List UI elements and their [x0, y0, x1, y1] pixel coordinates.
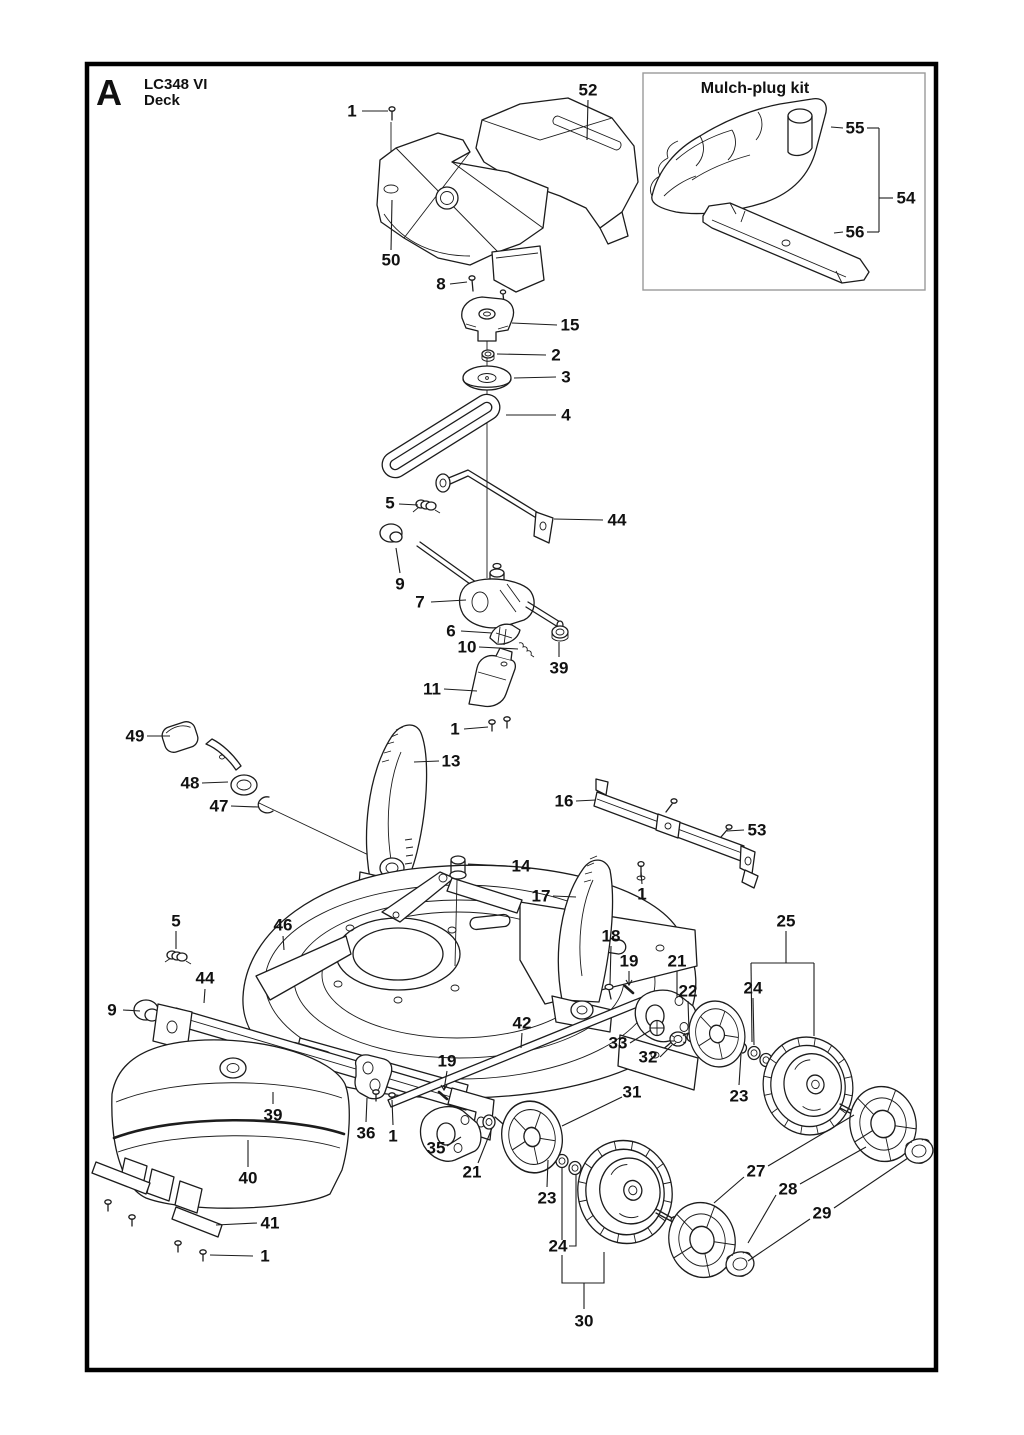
callout-1: 1	[388, 1126, 398, 1146]
part-mulch-plug-55	[650, 99, 826, 214]
callout-21: 21	[667, 951, 687, 971]
leader-line-10	[479, 647, 518, 649]
callout-49: 49	[125, 726, 145, 746]
leader-line-2	[497, 354, 546, 355]
leader-line-27	[714, 1177, 744, 1203]
callout-18: 18	[601, 926, 621, 946]
callout-23: 23	[729, 1086, 749, 1106]
callout-54: 54	[896, 188, 916, 208]
part-bar-16	[594, 779, 758, 888]
callout-39: 39	[549, 658, 569, 678]
callout-1: 1	[347, 101, 357, 121]
part-wheel-30	[568, 1132, 681, 1253]
part-bracket-11	[469, 648, 515, 706]
leader-line-1	[641, 872, 642, 884]
leader-line-53	[727, 830, 744, 831]
leader-line-28	[800, 1147, 866, 1184]
section-letter: A	[96, 72, 123, 113]
part-spring-5b	[165, 951, 191, 964]
mulch-kit-inset	[643, 73, 925, 290]
callout-5: 5	[171, 911, 181, 931]
callout-44: 44	[195, 968, 215, 988]
part-spring-10	[519, 643, 534, 657]
leader-line-6	[461, 631, 492, 633]
leader-line-25	[751, 963, 752, 1042]
leader-line-29	[748, 1219, 810, 1261]
part-bushing-9a	[380, 524, 402, 542]
mulch-kit-title: Mulch-plug kit	[700, 80, 810, 97]
leader-line-44	[554, 519, 603, 520]
callout-9: 9	[107, 1000, 117, 1020]
callout-3: 3	[561, 367, 571, 387]
part-mulch-blade-56	[703, 203, 869, 283]
part-nut-2	[482, 350, 494, 361]
leader-line-24	[753, 998, 754, 1045]
callout-6: 6	[446, 621, 456, 641]
callout-46: 46	[273, 915, 293, 935]
part-clip-47	[258, 797, 273, 813]
callout-10: 10	[457, 637, 477, 657]
leader-line-30	[562, 1252, 604, 1283]
callout-27: 27	[746, 1161, 766, 1181]
callout-42: 42	[512, 1013, 532, 1033]
leader-line-44	[204, 989, 205, 1003]
callout-50: 50	[381, 250, 401, 270]
part-lever-48	[206, 739, 257, 795]
callout-1: 1	[450, 719, 460, 739]
part-bracket-15	[462, 297, 514, 341]
callout-47: 47	[209, 796, 229, 816]
callout-2: 2	[551, 345, 561, 365]
sheet-name: Deck	[144, 92, 180, 109]
callout-56: 56	[845, 222, 865, 242]
callout-19: 19	[619, 951, 639, 971]
leader-line-15	[512, 323, 557, 325]
callout-48: 48	[180, 773, 200, 793]
callout-24: 24	[548, 1236, 568, 1256]
leader-line-5	[399, 504, 418, 505]
leader-line-1	[464, 727, 488, 729]
part-spring-5a	[413, 500, 440, 513]
callout-15: 15	[560, 315, 580, 335]
callout-36: 36	[356, 1123, 376, 1143]
leader-line-48	[202, 782, 228, 783]
callout-16: 16	[554, 791, 574, 811]
callout-13: 13	[441, 751, 461, 771]
callout-28: 28	[778, 1179, 798, 1199]
leader-line-29	[834, 1158, 908, 1208]
callout-41: 41	[260, 1213, 280, 1233]
callout-21: 21	[462, 1162, 482, 1182]
callout-24: 24	[743, 978, 763, 998]
callout-7: 7	[415, 592, 425, 612]
callout-8: 8	[436, 274, 446, 294]
part-screws-1-mid	[489, 717, 510, 731]
part-belt-4	[377, 389, 504, 482]
callout-31: 31	[622, 1082, 642, 1102]
callout-5: 5	[385, 493, 395, 513]
part-guide-rod-44	[436, 470, 553, 543]
callout-23: 23	[537, 1188, 557, 1208]
part-bracket-36	[355, 1055, 395, 1104]
callout-40: 40	[238, 1168, 258, 1188]
callout-4: 4	[561, 405, 571, 425]
callout-1: 1	[260, 1246, 270, 1266]
callout-29: 29	[812, 1203, 832, 1223]
callout-14: 14	[511, 856, 531, 876]
callout-53: 53	[747, 820, 767, 840]
callout-52: 52	[578, 80, 598, 100]
callout-9: 9	[395, 574, 405, 594]
leader-line-24	[569, 1174, 576, 1246]
callout-30: 30	[574, 1311, 594, 1331]
callout-19: 19	[437, 1051, 457, 1071]
leader-line-3	[514, 377, 556, 378]
part-hub-21l	[483, 1115, 495, 1129]
callout-32: 32	[638, 1047, 658, 1067]
leader-line-1	[210, 1255, 253, 1256]
callout-55: 55	[845, 118, 865, 138]
part-screw-8	[469, 276, 475, 291]
part-wheel-25	[754, 1029, 862, 1144]
callout-39: 39	[263, 1105, 283, 1125]
callout-44: 44	[607, 510, 627, 530]
leader-line-47	[231, 806, 258, 807]
leader-line-8	[450, 282, 467, 284]
part-gearbox-7	[417, 542, 563, 629]
callout-11: 11	[423, 679, 441, 699]
callout-17: 17	[531, 886, 551, 906]
callout-33: 33	[608, 1033, 628, 1053]
callout-25: 25	[776, 911, 796, 931]
model-name: LC348 VI	[144, 76, 208, 93]
leader-line-36	[366, 1098, 367, 1122]
callout-22: 22	[678, 981, 698, 1001]
part-knob-49	[160, 719, 200, 754]
leader-line-55	[831, 127, 843, 128]
part-pulley-3	[463, 366, 511, 390]
leader-line-9	[396, 548, 400, 573]
leader-line-31	[562, 1097, 622, 1126]
part-nut-39a	[552, 626, 568, 641]
callout-35: 35	[426, 1138, 446, 1158]
callout-1: 1	[637, 884, 647, 904]
title-block	[144, 77, 207, 109]
leader-line-23	[739, 1054, 741, 1085]
leader-line-41	[216, 1223, 257, 1225]
leader-line-28	[748, 1195, 776, 1243]
part-ribbed-nut-32	[670, 1032, 686, 1046]
leader-line-56	[834, 232, 843, 233]
leader-line-16	[576, 800, 596, 801]
